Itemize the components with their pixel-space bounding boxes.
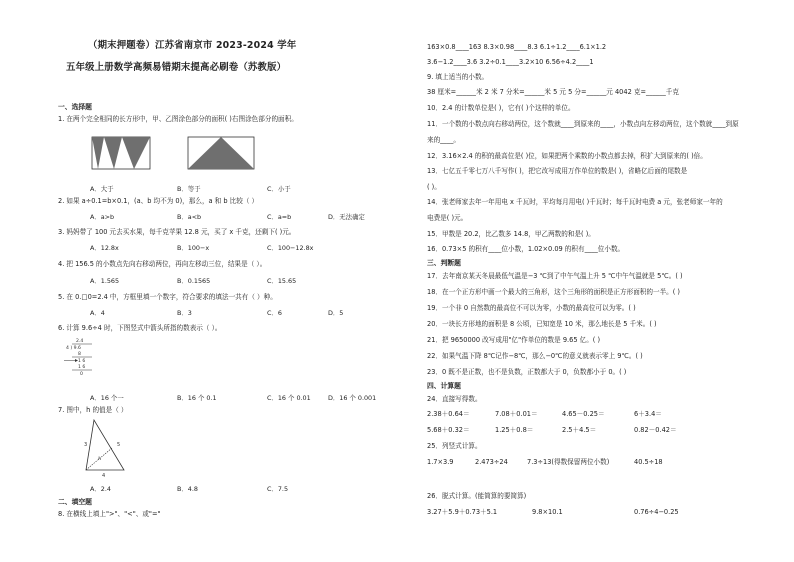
q5-option-c[interactable]: C．6 xyxy=(267,309,282,317)
q7-option-c[interactable]: C．7.5 xyxy=(267,485,289,493)
question-21: 21．把 9650000 改写成用"亿"作单位的数是 9.65 亿。( ) xyxy=(427,336,601,344)
shaded-triangle-2 xyxy=(104,137,122,169)
question-20: 20．一块长方形地的面积是 8 公顷，已知宽是 10 米，那么地长是 5 千米。( ) xyxy=(427,320,657,328)
remainder-16: 1 6 xyxy=(78,359,86,364)
q4-option-b[interactable]: B．0.1565 xyxy=(177,277,211,285)
final-zero: 0 xyxy=(80,372,83,377)
shaded-triangle-3 xyxy=(122,137,150,169)
quotient: 2.4 xyxy=(76,339,84,344)
q25-item: 40.5÷18 xyxy=(634,458,663,466)
question-24: 24．直接写得数。 xyxy=(427,395,482,403)
q24-item: 4.65－0.25＝ xyxy=(562,410,605,418)
q5-option-b[interactable]: B．3 xyxy=(177,309,192,317)
q24-item: 2.5＋4.5＝ xyxy=(562,426,597,434)
divisor-dividend: 4 ) 9.6 xyxy=(66,346,81,351)
q5-option-d[interactable]: D．5 xyxy=(328,309,344,317)
q24-item: 5.68＋0.32＝ xyxy=(427,426,470,434)
question-25: 25．列竖式计算。 xyxy=(427,442,482,450)
label-side-5: 5 xyxy=(117,442,121,448)
q26-item: 9.8×10.1 xyxy=(532,508,563,516)
q5-option-a[interactable]: A．4 xyxy=(90,309,105,317)
q6-division-figure xyxy=(64,336,98,380)
question-9-items: 38 厘米=______米 2 米 7 分米=______米 5 元 5 分=______元 4042 克=______千克 xyxy=(427,88,679,96)
question-13: 13．七亿五千零七万八千写作( )，把它改写成用万作单位的数是( )，省略亿后面的尾数是 xyxy=(427,167,688,175)
q2-option-b[interactable]: B．a<b xyxy=(177,213,202,221)
question-9: 9. 填上适当的小数。 xyxy=(427,73,489,81)
partial-product: 8 xyxy=(78,352,81,357)
q2-option-a[interactable]: A．a>b xyxy=(90,213,115,221)
question-14-cont: 电费是( )元。 xyxy=(427,214,468,222)
question-14: 14．张老师家去年一年用电 x 千瓦时，平均每月用电( )千瓦时；每千瓦时电费 a 元，张老师家一年的 xyxy=(427,198,723,206)
question-11: 11．一个数的小数点向右移动两位，这个数就____到原来的____，小数点向左移动两位，这个数就____到原 xyxy=(427,120,739,128)
question-7: 7. 图中，h 的值是（ ） xyxy=(58,406,128,414)
label-side-3: 3 xyxy=(84,442,88,448)
question-15: 15．甲数是 20.2，比乙数多 14.8，甲乙两数的和是( )。 xyxy=(427,230,595,238)
q3-option-a[interactable]: A．12.8x xyxy=(90,244,119,252)
q7-option-b[interactable]: B．4.8 xyxy=(177,485,198,493)
subtract-16: 1 6 xyxy=(78,365,86,370)
question-1: 1. 在两个完全相同的长方形中，甲、乙图涂色部分的面积( )右图涂色部分的面积。 xyxy=(58,115,298,123)
q24-item: 0.82－0.42＝ xyxy=(634,426,677,434)
shaded-triangle-big xyxy=(188,137,254,169)
q1-option-c[interactable]: C．小于 xyxy=(267,185,291,193)
q1-figure xyxy=(92,133,264,173)
q25-item: 1.7×3.9 xyxy=(427,458,454,466)
right-page xyxy=(397,0,794,562)
q8-row-2: 3.6−1.2____3.6 3.2÷0.1____3.2×10 6.56÷4.2____1 xyxy=(427,58,594,66)
q1-option-a[interactable]: A．大于 xyxy=(90,185,114,193)
question-13-cont: ( )。 xyxy=(427,183,441,191)
q1-option-b[interactable]: B．等于 xyxy=(177,185,201,193)
question-3: 3. 妈妈带了 100 元去买水果，每千克苹果 12.8 元，买了 x 千克，还剩下( )元。 xyxy=(58,228,296,236)
question-11-cont: 来的____。 xyxy=(427,136,460,144)
label-h: h xyxy=(98,456,102,462)
section-calc: 四、计算题 xyxy=(427,382,461,390)
question-19: 19．一个非 0 自然数的最高位不可以为零，小数的最高位可以为零。( ) xyxy=(427,304,636,312)
q6-option-b[interactable]: B．16 个 0.1 xyxy=(177,394,217,402)
q7-triangle-figure xyxy=(84,418,130,478)
title-line-1: （期末押题卷）江苏省南京市 2023-2024 学年 xyxy=(88,40,297,51)
question-12: 12．3.16×2.4 的积的最高位是( )位，如果把两个乘数的小数点都去掉，积扩大到原来的( )倍。 xyxy=(427,152,707,160)
question-16: 16．0.73×5 的积有____位小数，1.02×0.09 的积有____位小数。 xyxy=(427,245,625,253)
q24-item: 1.25＋0.8＝ xyxy=(495,426,534,434)
q24-item: 6＋3.4＝ xyxy=(634,410,662,418)
q2-option-d[interactable]: D．无法确定 xyxy=(328,213,365,221)
q2-option-c[interactable]: C．a=b xyxy=(267,213,292,221)
q4-option-c[interactable]: C．15.65 xyxy=(267,277,297,285)
q3-option-c[interactable]: C．100−12.8x xyxy=(267,244,314,252)
q25-item: 2.473÷24 xyxy=(475,458,508,466)
section-fill-blank: 二、填空题 xyxy=(58,498,92,506)
question-2: 2. 如果 a÷0.1=b×0.1，(a、b 均不为 0)，那么，a 和 b 比较（ ） xyxy=(58,197,259,205)
q24-item: 2.38＋0.64＝ xyxy=(427,410,470,418)
q6-option-d[interactable]: D．16 个 0.001 xyxy=(328,394,377,402)
question-8: 8. 在横线上填上">"、"<"、或"=" xyxy=(58,510,161,518)
q4-option-a[interactable]: A．1.565 xyxy=(90,277,120,285)
question-5: 5. 在 0.□0=2.4 中，方框里填一个数字，符合要求的填法一共有（ ）种。 xyxy=(58,293,277,301)
section-choice: 一、选择题 xyxy=(58,103,92,111)
q7-option-a[interactable]: A．2.4 xyxy=(90,485,111,493)
q25-item: 7.3÷13(得数保留两位小数) xyxy=(527,458,610,466)
shaded-triangle-1 xyxy=(92,137,104,169)
q26-item: 0.76÷4−0.25 xyxy=(634,508,679,516)
q6-option-c[interactable]: C．16 个 0.01 xyxy=(267,394,311,402)
question-23: 23．0 既不是正数，也不是负数，正数都大于 0，负数都小于 0。( ) xyxy=(427,368,627,376)
q8-row-1: 163×0.8____163 8.3×0.98____8.3 6.1÷1.2____6.1×1.2 xyxy=(427,43,607,51)
q3-option-b[interactable]: B．100−x xyxy=(177,244,210,252)
label-side-4: 4 xyxy=(102,473,106,479)
q26-item: 3.27＋5.9＋0.73＋5.1 xyxy=(427,508,498,516)
question-10: 10．2.4 的计数单位是( )，它有( )个这样的单位。 xyxy=(427,104,575,112)
q6-option-a[interactable]: A．16 个一 xyxy=(90,394,124,402)
title-line-2: 五年级上册数学高频易错期末提高必刷卷（苏教版） xyxy=(66,62,287,73)
section-judge: 三、判断题 xyxy=(427,259,461,267)
question-6: 6. 计算 9.6÷4 时，下图竖式中箭头所指的数表示（ ）。 xyxy=(58,324,222,332)
q24-item: 7.08＋0.01＝ xyxy=(495,410,538,418)
question-18: 18．在一个正方形中画一个最大的三角形，这个三角形的面积是正方形面积的一半。( ) xyxy=(427,288,681,296)
question-17: 17．去年南京某天冬晨最低气温是−3 ℃到了中午气温上升 5 ℃中午气温就是 5℃。( ) xyxy=(427,272,683,280)
question-22: 22．如果气温下降 8℃记作−8℃，那么−0℃的意义就表示零上 9℃。( ) xyxy=(427,352,643,360)
question-26: 26．脱式计算。(能简算的要简算) xyxy=(427,492,527,500)
question-4: 4. 把 156.5 的小数点先向右移动两位，再向左移动三位，结果是（ ）。 xyxy=(58,260,267,268)
